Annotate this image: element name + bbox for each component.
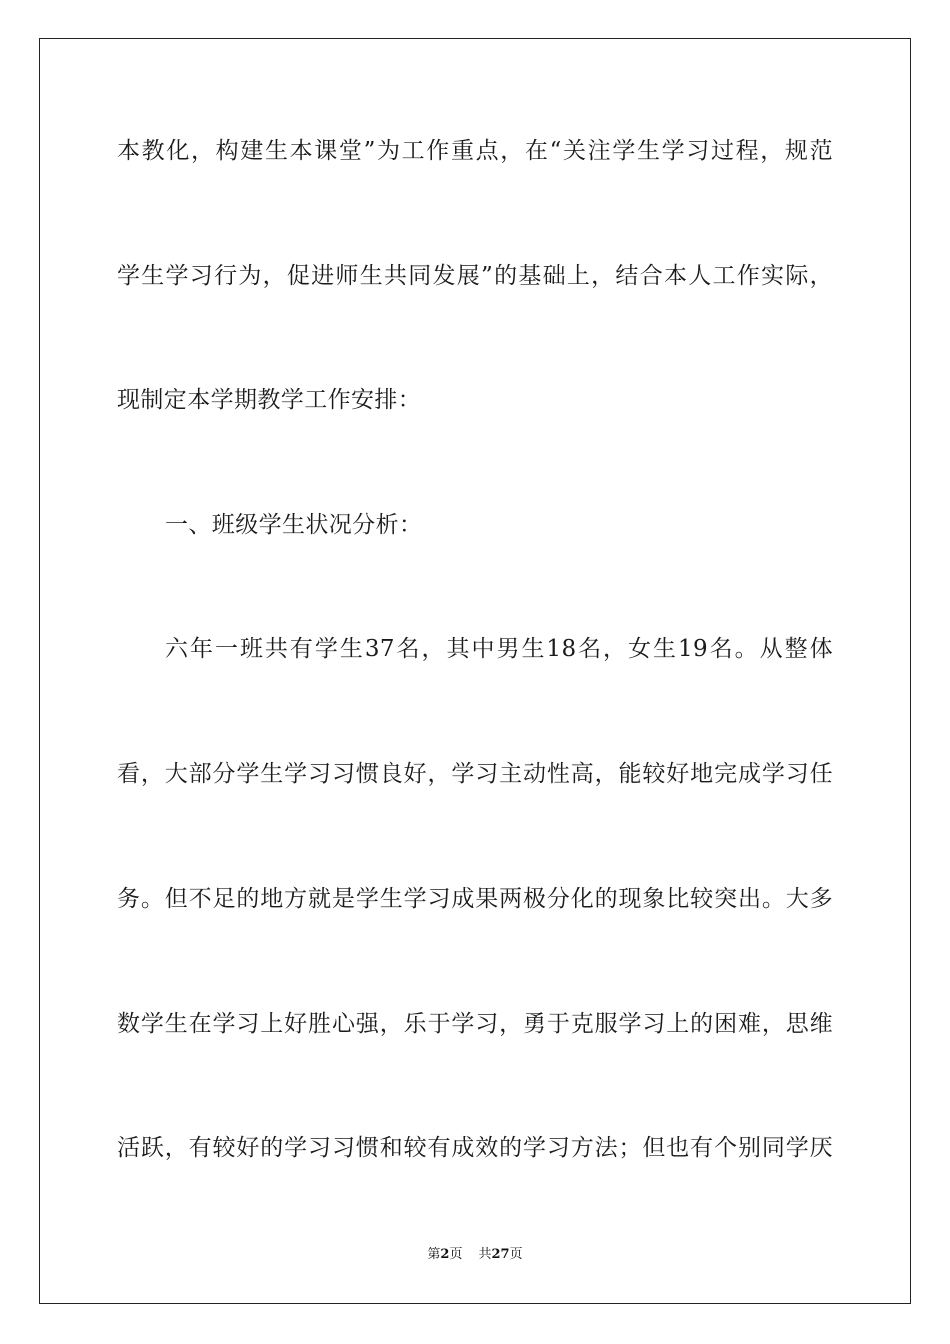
paragraph-line: 本教化，构建生本课堂”为工作重点，在“关注学生学习过程，规范 [117, 138, 833, 164]
page-footer [0, 1246, 950, 1264]
page-label-prefix: 第 [427, 1247, 441, 1262]
section-heading: 一、班级学生状况分析： [165, 512, 423, 538]
paragraph-line: 务。但不足的地方就是学生学习成果两极分化的现象比较突出。大多 [117, 886, 833, 912]
total-pages: 27 [491, 1247, 510, 1262]
paragraph-line: 现制定本学期教学工作安排： [117, 387, 422, 413]
paragraph-line: 数学生在学习上好胜心强，乐于学习，勇于克服学习上的困难，思维 [117, 1011, 833, 1037]
paragraph-line: 六年一班共有学生37名，其中男生18名，女生19名。从整体 [165, 636, 833, 662]
page-number: 2 [440, 1247, 450, 1262]
total-label-prefix: 共 [478, 1247, 492, 1262]
paragraph-line: 活跃，有较好的学习习惯和较有成效的学习方法；但也有个别同学厌 [117, 1135, 833, 1161]
page-label-suffix: 页 [449, 1247, 463, 1262]
page-border [39, 38, 911, 1304]
paragraph-line: 学生学习行为，促进师生共同发展”的基础上，结合本人工作实际， [117, 263, 833, 289]
total-label-suffix: 页 [509, 1247, 523, 1262]
paragraph-line: 看，大部分学生学习习惯良好，学习主动性高，能较好地完成学习任 [117, 761, 833, 787]
